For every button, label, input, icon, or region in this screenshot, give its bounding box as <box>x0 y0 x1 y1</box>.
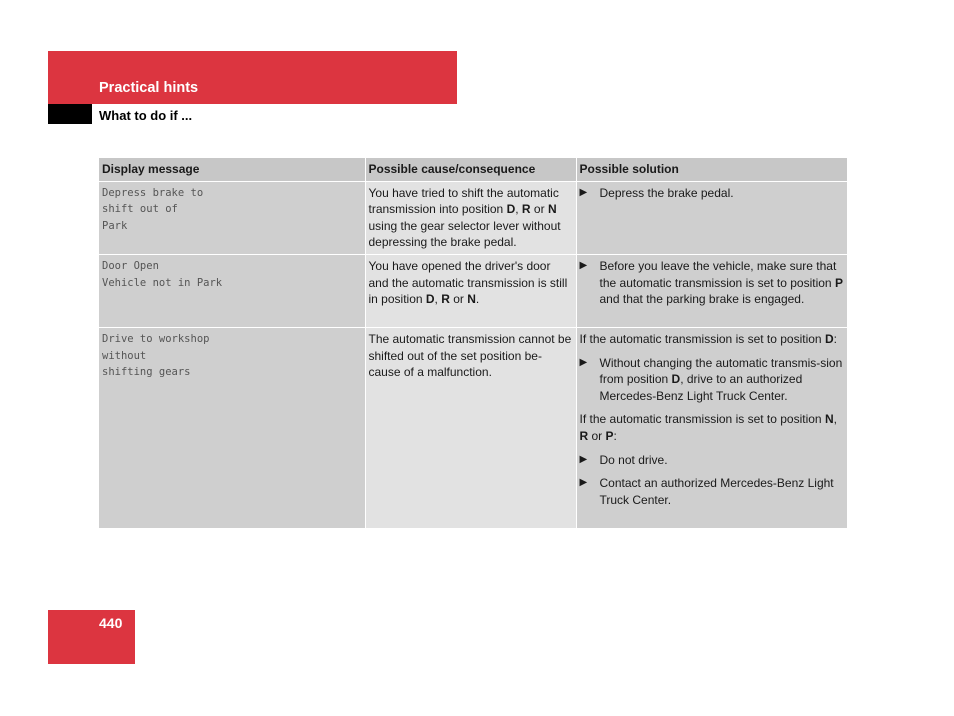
cause-cell: The automatic transmission cannot be shifted out of the set position be-cause of a malfunction. <box>365 327 576 528</box>
bullet-arrow-icon: ▶ <box>579 186 588 198</box>
cause-cell <box>365 254 576 327</box>
solution-step <box>580 355 845 405</box>
display-message-cell <box>99 181 365 254</box>
position-key: D <box>671 372 681 387</box>
table-row <box>99 254 847 327</box>
section-title: Practical hints <box>99 80 199 96</box>
step-text-part: and that the parking brake is engaged. <box>599 292 805 307</box>
table-row <box>99 327 847 528</box>
display-message-line: shift out of <box>102 203 178 216</box>
position-key: N <box>547 202 557 217</box>
hints-table <box>99 158 847 529</box>
display-message-cell <box>99 327 365 528</box>
solution-cell <box>576 254 847 327</box>
solution-cell <box>576 181 847 254</box>
solution-step <box>580 452 845 469</box>
step-text: Depress the brake pedal. <box>599 185 734 200</box>
condition-text: : <box>833 331 837 346</box>
step-text: Contact an authorized Mercedes-Benz Light Truck Center. <box>599 476 834 507</box>
solution-condition <box>580 411 845 444</box>
display-message-line: Depress brake to <box>102 186 204 199</box>
display-message-cell <box>99 254 365 327</box>
page-number: 440 <box>99 615 123 631</box>
position-key: N <box>824 412 834 427</box>
step-text-part: Before you leave the vehicle, make sure that the automatic transmission is set to position <box>599 258 837 290</box>
step-text <box>600 258 845 308</box>
position-key: R <box>441 292 450 307</box>
solution-step <box>580 185 845 202</box>
position-key: R <box>579 428 589 443</box>
step-text-part: , drive to an authorized Mercedes-Benz Light Truck Center. <box>599 372 803 403</box>
solution-cell <box>576 327 847 528</box>
subtitle-marker <box>48 104 92 124</box>
position-key: P <box>834 275 843 290</box>
bullet-arrow-icon: ▶ <box>579 477 588 489</box>
solution-condition <box>580 331 845 348</box>
subtitle: What to do if ... <box>99 108 193 123</box>
bullet-arrow-icon: ▶ <box>579 259 588 271</box>
display-message-line: shifting gears <box>102 366 191 379</box>
header-possible-cause: Possible cause/consequence <box>365 158 576 181</box>
separator: , <box>434 292 442 307</box>
display-message-line: Vehicle not in Park <box>102 276 223 289</box>
position-key: D <box>824 331 834 346</box>
condition-text: If the automatic transmission is set to position <box>579 412 825 427</box>
solution-step <box>580 475 845 508</box>
position-key: P <box>605 428 614 443</box>
cause-text: You have tried to shift the automatic transmission into position <box>368 185 559 217</box>
position-key: R <box>521 202 531 217</box>
bullet-arrow-icon: ▶ <box>579 356 588 368</box>
position-key: D <box>425 292 435 307</box>
header-display-message: Display message <box>99 158 365 181</box>
display-message-line: Door Open <box>102 259 159 272</box>
cause-cell <box>365 181 576 254</box>
header-possible-solution: Possible solution <box>576 158 847 181</box>
bullet-arrow-icon: ▶ <box>579 453 588 465</box>
position-key: D <box>506 202 516 217</box>
header-band <box>48 51 457 104</box>
step-text: Do not drive. <box>599 452 668 467</box>
display-message-line: Drive to workshop <box>102 332 210 345</box>
display-message-line: without <box>102 349 147 362</box>
separator: or <box>530 202 548 217</box>
condition-text: If the automatic transmission is set to position <box>579 331 825 346</box>
separator: or <box>449 292 468 307</box>
cause-text: You have opened the driver's door and the automatic transmission is still in position <box>368 258 568 307</box>
step-text-part: Without changing the automatic transmis-sion from position <box>599 355 843 387</box>
display-message-line: Park <box>102 219 128 232</box>
cause-text: . <box>475 292 480 307</box>
step-text <box>600 355 845 405</box>
position-key: N <box>467 292 476 307</box>
separator: or <box>588 428 606 443</box>
table-header-row <box>99 158 847 181</box>
condition-text: : <box>613 428 617 443</box>
table-row <box>99 181 847 254</box>
solution-step <box>580 258 845 308</box>
separator: , <box>515 202 522 217</box>
cause-text: using the gear selector lever without depressing the brake pedal. <box>368 218 561 250</box>
separator: , <box>833 412 837 427</box>
